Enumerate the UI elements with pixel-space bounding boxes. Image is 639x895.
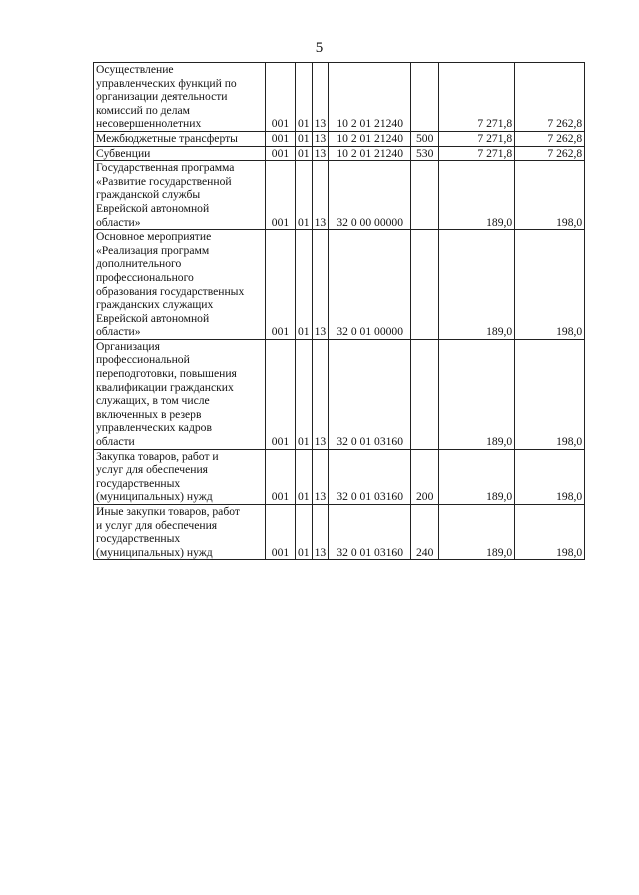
code-vr <box>411 63 439 132</box>
code-vr <box>411 339 439 449</box>
code-rz: 01 <box>296 449 313 504</box>
code-vr: 240 <box>411 505 439 560</box>
code-rz: 01 <box>296 230 313 340</box>
row-name-line: гражданской службы <box>96 188 201 202</box>
row-name-line: Еврейской автономной <box>96 311 210 325</box>
code-pr: 13 <box>312 161 329 230</box>
code-pr: 13 <box>312 146 329 161</box>
code-vr: 500 <box>411 131 439 146</box>
table-row <box>94 449 585 504</box>
amount-year-2: 198,0 <box>515 449 585 504</box>
row-name-cell <box>94 146 266 161</box>
code-vr <box>411 230 439 340</box>
amount-year-2: 7 262,8 <box>515 131 585 146</box>
row-name-cell <box>94 339 266 449</box>
code-ved: 001 <box>266 449 296 504</box>
budget-table-body <box>94 63 585 560</box>
row-name-line: государственных <box>96 476 181 490</box>
row-name-line: Закупка товаров, работ и <box>96 449 219 463</box>
row-name-line: (муниципальных) нужд <box>96 490 213 504</box>
code-csr: 10 2 01 21240 <box>329 131 411 146</box>
code-pr: 13 <box>312 339 329 449</box>
code-csr: 10 2 01 21240 <box>329 146 411 161</box>
code-pr: 13 <box>312 230 329 340</box>
row-name-line: Основное мероприятие <box>96 230 212 244</box>
row-name-line: профессионального <box>96 270 194 284</box>
code-ved: 001 <box>266 339 296 449</box>
table-row <box>94 63 585 132</box>
row-name-line: области <box>96 435 135 449</box>
row-name-cell <box>94 63 266 132</box>
code-pr: 13 <box>312 505 329 560</box>
row-name-line: Организация <box>96 339 160 353</box>
code-rz: 01 <box>296 63 313 132</box>
table-row <box>94 230 585 340</box>
amount-year-1: 7 271,8 <box>439 63 515 132</box>
row-name-line: управленческих кадров <box>96 421 212 435</box>
table-row <box>94 131 585 146</box>
row-name-line: Еврейской автономной <box>96 201 210 215</box>
row-name-line: Иные закупки товаров, работ <box>96 505 240 518</box>
row-name-line: комиссий по делам <box>96 103 190 117</box>
code-csr: 32 0 01 00000 <box>329 230 411 340</box>
row-name-line: переподготовки, повышения <box>96 367 237 381</box>
amount-year-1: 189,0 <box>439 339 515 449</box>
code-rz: 01 <box>296 505 313 560</box>
row-name-line: «Реализация программ <box>96 243 210 257</box>
amount-year-2: 7 262,8 <box>515 146 585 161</box>
amount-year-1: 189,0 <box>439 161 515 230</box>
row-name-line: Субвенции <box>96 146 151 160</box>
row-name-cell <box>94 505 266 560</box>
amount-year-2: 198,0 <box>515 230 585 340</box>
row-name-line: профессиональной <box>96 353 190 367</box>
row-name-cell <box>94 230 266 340</box>
row-name-line: области» <box>96 215 141 229</box>
code-vr: 530 <box>411 146 439 161</box>
code-ved: 001 <box>266 505 296 560</box>
amount-year-1: 189,0 <box>439 230 515 340</box>
row-name-line: Осуществление <box>96 63 174 76</box>
code-csr: 32 0 01 03160 <box>329 505 411 560</box>
row-name-cell <box>94 161 266 230</box>
code-vr <box>411 161 439 230</box>
row-name-line: «Развитие государственной <box>96 174 232 188</box>
row-name-line: государственных <box>96 532 181 546</box>
amount-year-1: 189,0 <box>439 449 515 504</box>
code-rz: 01 <box>296 161 313 230</box>
budget-table <box>93 62 585 560</box>
table-row <box>94 161 585 230</box>
code-ved: 001 <box>266 131 296 146</box>
code-ved: 001 <box>266 161 296 230</box>
amount-year-1: 7 271,8 <box>439 131 515 146</box>
row-name-line: несовершеннолетних <box>96 117 202 131</box>
code-rz: 01 <box>296 339 313 449</box>
amount-year-2: 198,0 <box>515 161 585 230</box>
row-name-line: Государственная программа <box>96 161 235 175</box>
table-row <box>94 339 585 449</box>
row-name-cell <box>94 131 266 146</box>
table-row <box>94 505 585 560</box>
row-name-line: и услуг для обеспечения <box>96 518 218 532</box>
code-ved: 001 <box>266 63 296 132</box>
row-name-line: квалификации гражданских <box>96 380 234 394</box>
row-name-line: образования государственных <box>96 284 245 298</box>
amount-year-2: 7 262,8 <box>515 63 585 132</box>
amount-year-1: 189,0 <box>439 505 515 560</box>
row-name-line: услуг для обеспечения <box>96 463 208 477</box>
code-rz: 01 <box>296 131 313 146</box>
code-csr: 32 0 01 03160 <box>329 339 411 449</box>
code-ved: 001 <box>266 230 296 340</box>
code-csr: 32 0 00 00000 <box>329 161 411 230</box>
code-ved: 001 <box>266 146 296 161</box>
row-name-line: (муниципальных) нужд <box>96 545 213 559</box>
row-name-line: области» <box>96 325 141 339</box>
code-csr: 32 0 01 03160 <box>329 449 411 504</box>
row-name-line: организации деятельности <box>96 90 228 104</box>
code-pr: 13 <box>312 449 329 504</box>
code-pr: 13 <box>312 63 329 132</box>
code-vr: 200 <box>411 449 439 504</box>
row-name-line: управленческих функций по <box>96 76 237 90</box>
row-name-line: служащих, в том числе <box>96 394 210 408</box>
row-name-cell <box>94 449 266 504</box>
row-name-line: включенных в резерв <box>96 407 202 421</box>
code-csr: 10 2 01 21240 <box>329 63 411 132</box>
row-name-line: дополнительного <box>96 257 182 271</box>
row-name-line: гражданских служащих <box>96 298 214 312</box>
table-row <box>94 146 585 161</box>
row-name-line: Межбюджетные трансферты <box>96 131 238 145</box>
code-rz: 01 <box>296 146 313 161</box>
page-number: 5 <box>315 40 324 56</box>
amount-year-2: 198,0 <box>515 505 585 560</box>
amount-year-2: 198,0 <box>515 339 585 449</box>
amount-year-1: 7 271,8 <box>439 146 515 161</box>
code-pr: 13 <box>312 131 329 146</box>
